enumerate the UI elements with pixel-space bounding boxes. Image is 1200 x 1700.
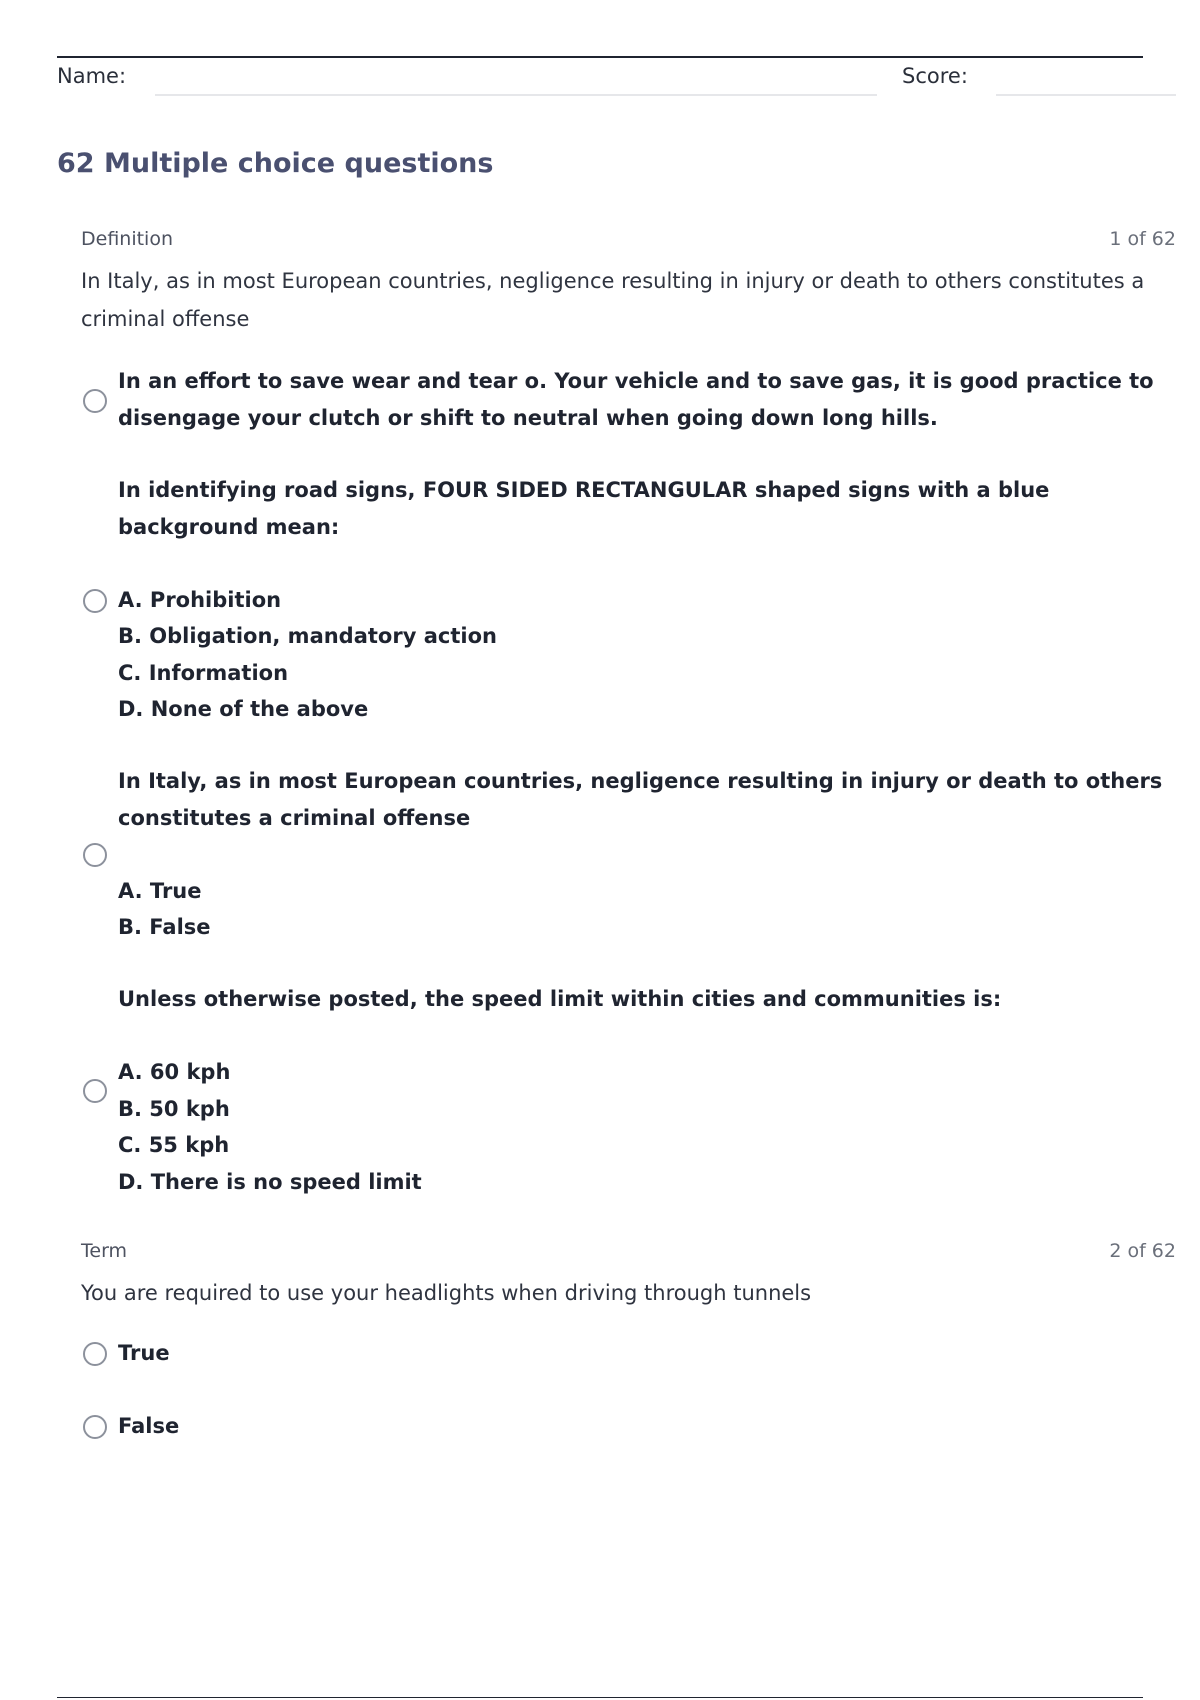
score-field[interactable] bbox=[996, 94, 1176, 96]
answer-text bbox=[118, 363, 1154, 436]
answer-line: True bbox=[118, 1341, 170, 1365]
answer-line: B. False bbox=[118, 915, 211, 939]
radio-button[interactable] bbox=[83, 589, 107, 613]
answer-line: A. Prohibition bbox=[118, 587, 282, 612]
top-rule bbox=[57, 56, 1143, 58]
answer-line: C. 55 kph bbox=[118, 1133, 230, 1157]
answer-line: constitutes a criminal offense bbox=[118, 805, 471, 830]
answer-line: background mean: bbox=[118, 514, 340, 539]
answer-line bbox=[118, 836, 1162, 873]
section-title: 62 Multiple choice questions bbox=[57, 148, 494, 179]
question-prompt: You are required to use your headlights when driving through tunnels bbox=[81, 1281, 812, 1305]
question-prompt: In Italy, as in most European countries, negligence resulting in injury or death to others constitutes a criminal offense bbox=[81, 269, 1145, 331]
radio-button[interactable] bbox=[83, 843, 107, 867]
answer-line: C. Information bbox=[118, 660, 289, 685]
answer-line: disengage your clutch or shift to neutral when going down long hills. bbox=[118, 405, 938, 430]
question-count: 1 of 62 bbox=[1109, 228, 1176, 250]
radio-button[interactable] bbox=[83, 1079, 107, 1103]
answer-text bbox=[118, 1408, 179, 1445]
answer-line: B. 50 kph bbox=[118, 1096, 230, 1121]
answer-line bbox=[118, 545, 1049, 582]
bottom-rule bbox=[57, 1697, 1143, 1698]
question-kind: Definition bbox=[81, 228, 174, 250]
answer-text bbox=[118, 1335, 170, 1372]
answer-line: In identifying road signs, FOUR SIDED RECTANGULAR shaped signs with a blue bbox=[118, 478, 1050, 502]
answer-text bbox=[118, 763, 1162, 946]
answer-line: In Italy, as in most European countries, negligence resulting in injury or death to others bbox=[118, 769, 1163, 793]
name-label: Name: bbox=[57, 64, 127, 88]
answer-line: D. There is no speed limit bbox=[118, 1169, 422, 1194]
radio-button[interactable] bbox=[83, 389, 107, 413]
answer-line: A. 60 kph bbox=[118, 1060, 231, 1084]
answer-text bbox=[118, 472, 1049, 728]
answer-line: False bbox=[118, 1414, 180, 1438]
answer-line: B. Obligation, mandatory action bbox=[118, 624, 497, 648]
radio-button[interactable] bbox=[83, 1415, 107, 1439]
answer-text bbox=[118, 981, 1001, 1200]
answer-line: Unless otherwise posted, the speed limit within cities and communities is: bbox=[118, 987, 1002, 1011]
question-count: 2 of 62 bbox=[1109, 1240, 1176, 1262]
question-kind: Term bbox=[81, 1240, 128, 1262]
answer-line: D. None of the above bbox=[118, 697, 369, 721]
answer-line: In an effort to save wear and tear o. Your vehicle and to save gas, it is good practice to bbox=[118, 369, 1154, 393]
radio-button[interactable] bbox=[83, 1342, 107, 1366]
answer-line: A. True bbox=[118, 878, 202, 903]
answer-line bbox=[118, 1018, 1001, 1055]
name-field[interactable] bbox=[155, 94, 877, 96]
score-label: Score: bbox=[902, 64, 968, 88]
